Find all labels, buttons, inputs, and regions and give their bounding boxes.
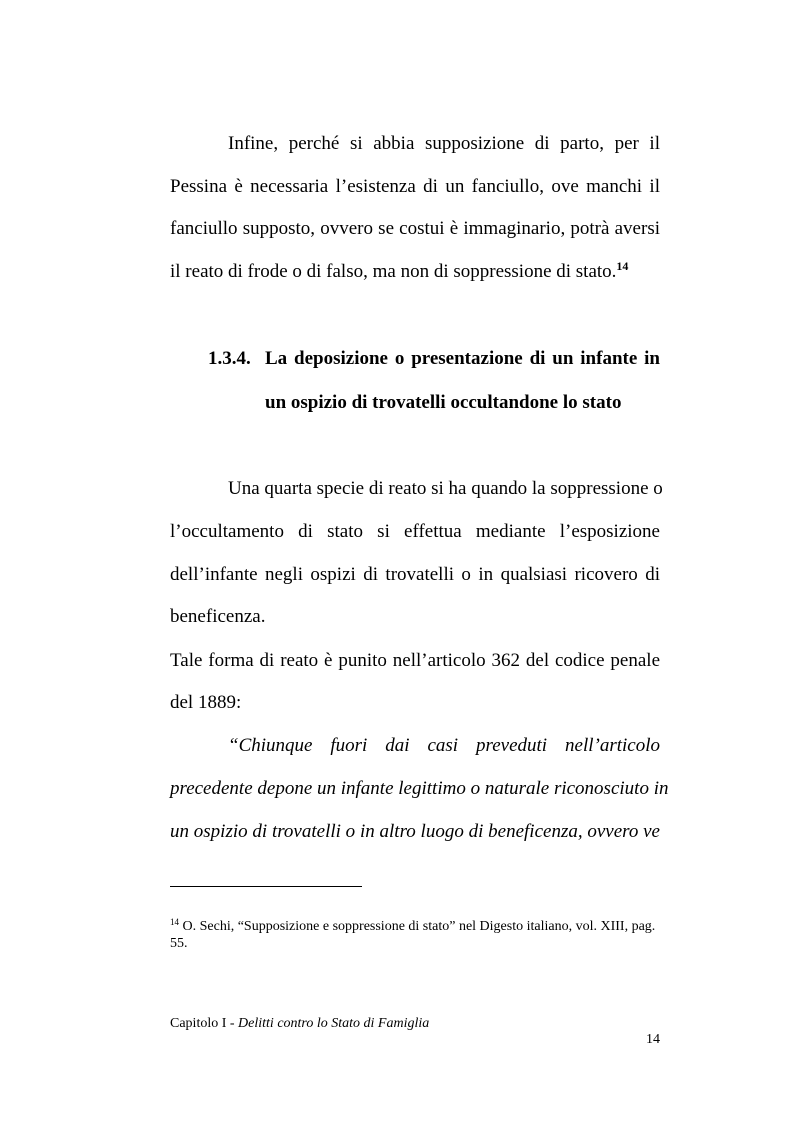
page-footer bbox=[170, 1015, 429, 1032]
body-text-line: l’occultamento di stato si effettua mediante l’esposizione bbox=[170, 521, 660, 542]
body-text-line: beneficenza. bbox=[170, 606, 266, 627]
footnote-separator bbox=[170, 886, 362, 887]
footer-chapter: Capitolo I - bbox=[170, 1016, 239, 1031]
body-text-line: Infine, perché si abbia supposizione di parto, per il bbox=[228, 133, 660, 154]
section-title-line-1: La deposizione o presentazione di un infante in bbox=[265, 348, 660, 369]
body-text-line-last bbox=[170, 261, 660, 283]
section-title-line-2: un ospizio di trovatelli occultandone lo stato bbox=[265, 392, 622, 413]
body-text-line: dell’infante negli ospizi di trovatelli o in qualsiasi ricovero di bbox=[170, 564, 660, 585]
body-text-line: Tale forma di reato è punito nell’articolo 362 del codice penale bbox=[170, 650, 660, 671]
body-text-line: Una quarta specie di reato si ha quando la soppressione o bbox=[228, 478, 663, 499]
footnote-text: O. Sechi, “Supposizione e soppressione di stato” nel Digesto italiano, vol. XIII, pag. 55. bbox=[170, 919, 656, 951]
page-number: 14 bbox=[646, 1032, 660, 1047]
footer-chapter-title: Delitti contro lo Stato di Famiglia bbox=[238, 1016, 430, 1031]
footnote bbox=[170, 918, 660, 952]
body-text: il reato di frode o di falso, ma non di soppressione di stato. bbox=[170, 261, 617, 282]
section-number: 1.3.4. bbox=[208, 348, 251, 369]
footnote-reference: 14 bbox=[616, 259, 629, 273]
body-text-line: del 1889: bbox=[170, 692, 242, 713]
quote-line: “Chiunque fuori dai casi preveduti nell’articolo bbox=[228, 735, 660, 756]
quote-line: precedente depone un infante legittimo o naturale riconosciuto in bbox=[170, 778, 669, 799]
footnote-number: 14 bbox=[170, 917, 179, 927]
quote-line: un ospizio di trovatelli o in altro luogo di beneficenza, ovvero ve bbox=[170, 821, 660, 842]
body-text-line: fanciullo supposto, ovvero se costui è immaginario, potrà aversi bbox=[170, 218, 660, 239]
body-text-line: Pessina è necessaria l’esistenza di un fanciullo, ove manchi il bbox=[170, 176, 660, 197]
